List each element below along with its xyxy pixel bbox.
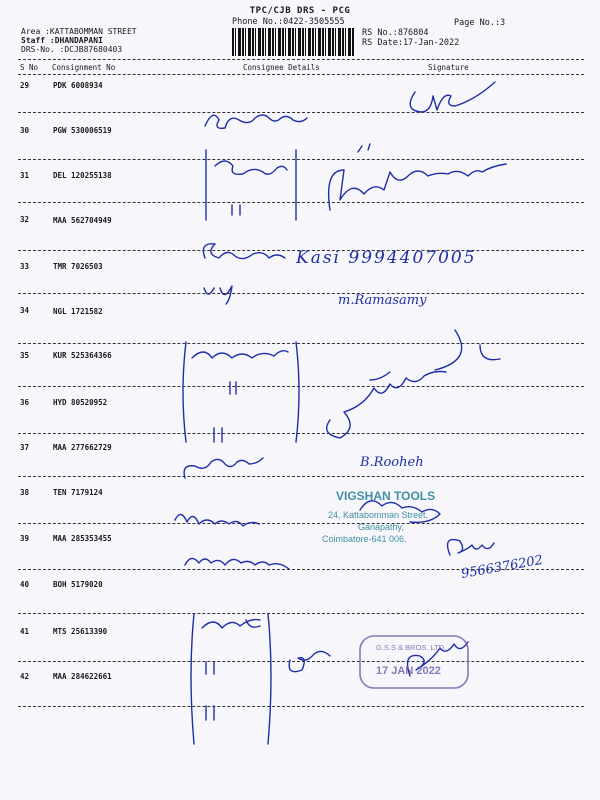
drs-number: DRS-No. :DCJB87680403 — [21, 45, 123, 54]
area-label: Area :KATTABOMMAN STREET — [21, 27, 137, 36]
handwritten-rooheh: B.Rooheh — [360, 455, 424, 470]
col-sno: S No — [20, 63, 39, 72]
row-sno: 34 — [20, 306, 30, 315]
col-consignee: Consignee Details — [243, 63, 320, 72]
row-sno: 29 — [20, 81, 30, 90]
stamp-address-2: Ganapathy, — [358, 522, 404, 532]
handwritten-ramasamy: m.Ramasamy — [338, 293, 427, 308]
document-title: TPC/CJB DRS - PCG — [249, 6, 351, 16]
row-sno: 40 — [20, 580, 30, 589]
name-38 — [175, 514, 259, 526]
row-consignment: MAA 285353455 — [53, 534, 112, 543]
staff-label: Staff :DHANDAPANI — [21, 36, 103, 45]
bracket-41 — [191, 614, 271, 744]
bracket-35 — [183, 342, 299, 442]
stamp-address-1: 24, Kattabomman Street, — [328, 510, 429, 520]
row-consignment: MAA 284622661 — [53, 672, 112, 681]
row-sno: 35 — [20, 351, 30, 360]
signature-31 — [329, 164, 506, 210]
flourish-35 — [435, 330, 500, 370]
handwritten-phone-2: 9566376202 — [460, 552, 545, 582]
signature-39 — [448, 540, 494, 555]
row-consignment: HYD 80520952 — [53, 398, 108, 407]
row-consignment: DEL 120255138 — [53, 171, 112, 180]
scribble-32 — [203, 244, 285, 259]
row-sno: 33 — [20, 262, 30, 271]
phone-number: Phone No.:0422-3505555 — [232, 17, 345, 27]
handwritten-kasi-phone: Kasi 9994407005 — [296, 248, 477, 268]
signature-29 — [410, 82, 495, 112]
bracket-31 — [206, 150, 296, 220]
company-stamp — [322, 489, 435, 544]
stamp-company-name: VIGSHAN TOOLS — [336, 489, 436, 503]
row-consignment: MAA 277662729 — [53, 443, 112, 452]
name-30 — [205, 115, 307, 128]
row-sno: 38 — [20, 488, 30, 497]
row-sno: 42 — [20, 672, 30, 681]
row-consignment: BOH 5179020 — [53, 580, 103, 589]
name-39 — [185, 558, 289, 569]
rs-date: RS Date:17-Jan-2022 — [362, 38, 460, 48]
row-sno: 36 — [20, 398, 30, 407]
row-consignment: TMR 7026503 — [53, 262, 103, 271]
row-consignment: TEN 7179124 — [53, 488, 103, 497]
row-sno: 41 — [20, 627, 30, 636]
row-sno: 37 — [20, 443, 30, 452]
row-consignment: MAA 562704949 — [53, 216, 112, 225]
name-37 — [184, 458, 263, 478]
row-sno: 32 — [20, 215, 30, 224]
row-consignment: PGW 530006519 — [53, 126, 112, 135]
row-consignment: MTS 25613390 — [53, 627, 108, 636]
page-number: Page No.:3 — [454, 18, 506, 28]
stamp-address-3: Coimbatore-641 006. — [322, 534, 407, 544]
scribble-41 — [289, 651, 330, 671]
rs-number: RS No.:876804 — [362, 28, 429, 38]
row-sno: 39 — [20, 534, 30, 543]
signature-36 — [327, 372, 446, 439]
row-consignment: KUR 525364366 — [53, 351, 112, 360]
row-sno: 31 — [20, 171, 30, 180]
col-signature: Signature — [428, 63, 469, 72]
row-sno: 30 — [20, 126, 30, 135]
row-consignment: PDK 6008934 — [53, 81, 103, 90]
stamp-date: 17 JAN 2022 — [376, 665, 441, 677]
stamp-org: G.S.S & BROS. LTD. — [376, 643, 447, 652]
row-consignment: NGL 1721582 — [53, 307, 103, 316]
date-stamp — [360, 636, 468, 688]
initials-33 — [204, 286, 232, 304]
col-consignment: Consignment No — [52, 63, 116, 72]
